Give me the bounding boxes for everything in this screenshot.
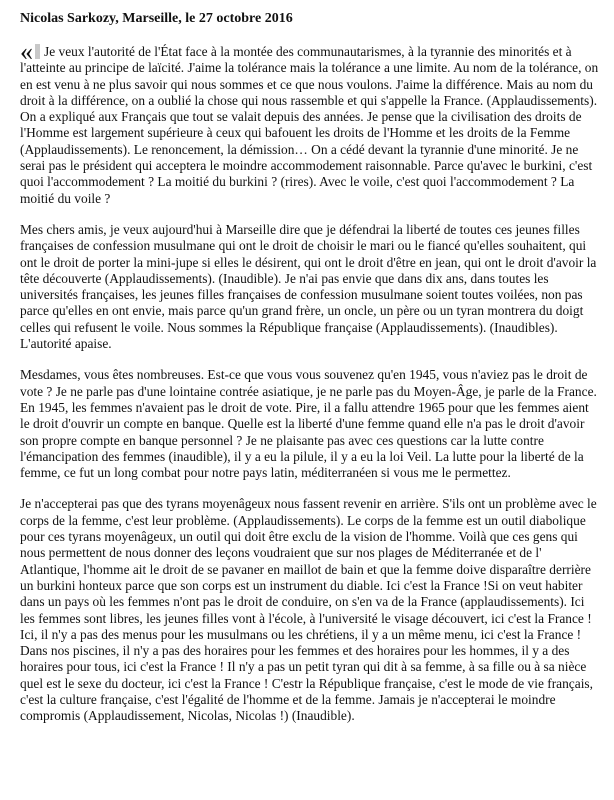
paragraph-4: Je n'accepterai pas que des tyrans moyenâgeux nous fassent revenir en arrière. S'ils ont un problème avec le corps de la femme, c'est leur problème. (Applaudissements). Le corps de la femme est un outil diabolique pour ces tyrans moyenâgeux, un outil qui doit être exclu de la vision de l'homme. Voilà que ces gens qui nous permettent de nous donner des leçons voudraient que sur nos plages de Méditerranée et de l' Atlantique, l'homme ait le droit de se pavaner en maillot de bain et que la femme doive disparaître derrière un burkini honteux parce que son corps est un instrument du diable. Ici c'est la France !Si on veut habiter dans un pays où les femmes n'ont pas le droit de conduire, on s'en va de la France (applaudissements). Ici les femmes sont libres, les jeunes filles vont à l'école, à l'université le visage découvert, ici c'est la France ! Ici, il n'y a pas des menus pour les musulmans ou les chrétiens, il y a un même menu, ici c'est la France ! Dans nos piscines, il n'y a pas des horaires pour les femmes et des horaires pour les hommes, il y a des horaires pour tous, ici c'est la France ! Il n'y a pas un petit tyran qui dit à sa femme, à sa fille ou à sa nièce quel est le sexe du docteur, ici c'est la France ! C'estr la République française, c'est le mode de vie français, c'est la culture française, c'est l'égalité de l'homme et de la femme. Jamais je n'accepterai le moindre compromis (Applaudissement, Nicolas, Nicolas !) (Inaudible). (20, 496, 597, 724)
paragraph-2: Mes chers amis, je veux aujourd'hui à Marseille dire que je défendrai la liberté de toutes ces jeunes filles françaises de confession musulmane qui ont le droit de choisir le mari ou le fiancé qu'elles souhaitent, qui ont le droit de porter la mini-jupe si elles le désirent, qui ont le droit d'être en jean, qui ont le droit d'avoir la tête découverte (Applaudissements). (Inaudible). Je n'ai pas envie que dans dix ans, dans toutes les universités françaises, les jeunes filles françaises de confession musulmane soient toutes voilées, non pas parce qu'elles en ont envie, mais parce qu'un grand frère, un oncle, un père ou un tyran montrera du doigt celles qui refusent le voile. Nous sommes la République française (Applaudissements). (Inaudibles). L'autorité apaise. (20, 221, 597, 352)
paragraph-3: Mesdames, vous êtes nombreuses. Est-ce que vous vous souvenez qu'en 1945, vous n'aviez pas le droit de vote ? Je ne parle pas d'une lointaine contrée asiatique, je ne parle pas du Moyen-Âge, je parle de la France. En 1945, les femmes n'avaient pas le droit de vote. Pire, il a fallu attendre 1965 pour que les femmes aient le droit d'ouvrir un compte en banque. Quelle est la liberté d'une femme quand elle n'a pas le droit d'avoir son propre compte en banque personnel ? Je ne plaisante pas avec ces questions car la lutte contre l'émancipation des femmes (inaudible), il y a eu la pilule, il y a eu la loi Veil. La lutte pour la liberté de la femme, ce fut un long combat pour notre pays latin, méditerranéen si vous me le permettez. (20, 367, 597, 481)
paragraph-1-text: Je veux l'autorité de l'État face à la montée des communautarismes, à la tyrannie des minorités et à l'atteinte au principe de laïcité. J'aime la tolérance mais la tolérance a une limite. Au nom de la tolérance, on en est venu à ne plus savoir qui nous sommes et ce que nous voulons. J'aime la différence. Mais au nom du droit à la différence, on a oublié la chose qui nous rassemble et qui s'appelle la France. (Applaudissements). On a expliqué aux Français que tout se valait depuis des années. Je pense que la civilisation des droits de l'Homme est largement supérieure à ceux qui bafouent les droits de l'Homme et les droits de la Femme (Applaudissements). Le renoncement, la démission… On a cédé devant la tyrannie d'une minorité. Je ne serai pas le président qui acceptera le moindre accommodement raisonnable. Parce qu'avec le burkini, c'est quoi l'accommodement ? La moitié du burkini ? (rires). Avec le voile, c'est quoi l'accommodement ? La moitié du voile ? (20, 44, 599, 206)
edit-marker-icon (35, 44, 40, 59)
document-title: Nicolas Sarkozy, Marseille, le 27 octobre 2016 (20, 11, 293, 26)
paragraph-1 (20, 37, 600, 207)
opening-quote-mark: « (20, 37, 33, 66)
